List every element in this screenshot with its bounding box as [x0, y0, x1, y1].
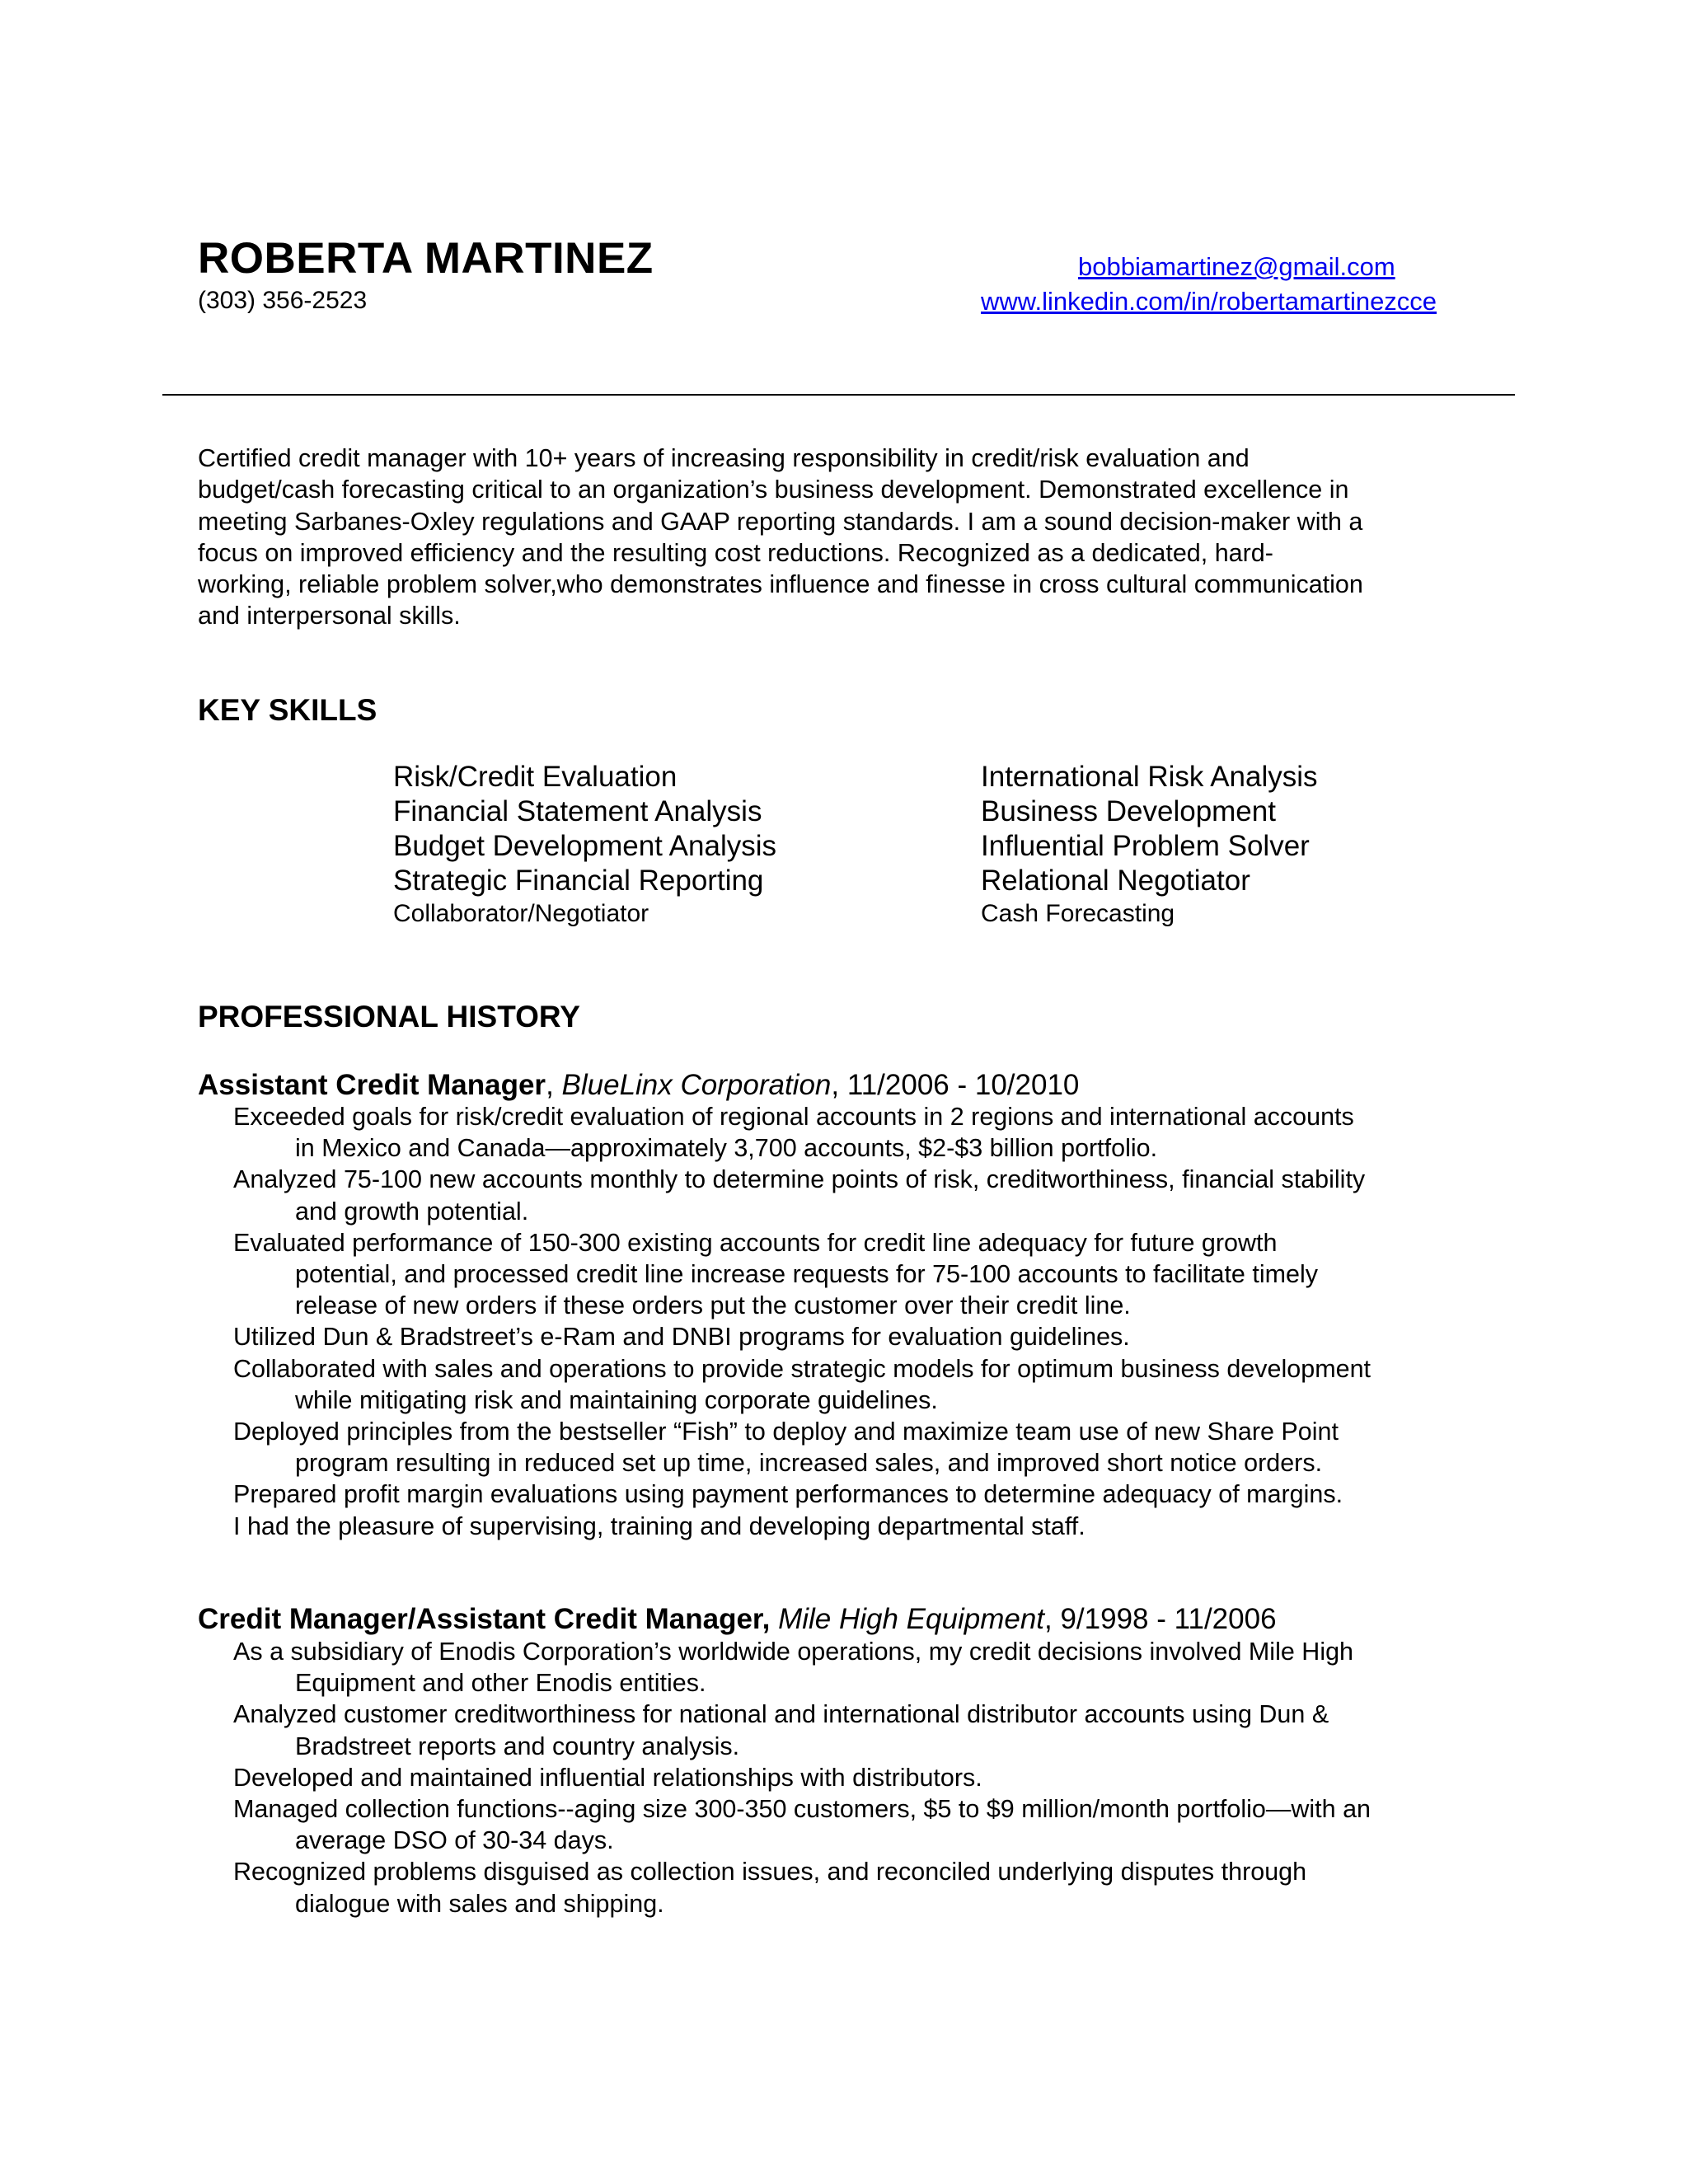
job-bullet [233, 1101, 1536, 1164]
job-bullets [233, 1636, 1536, 1919]
job-dates: , 9/1998 - 11/2006 [1044, 1603, 1277, 1635]
job-role: Assistant Credit Manager [198, 1069, 546, 1101]
skill-item: Relational Negotiator [981, 865, 1250, 897]
bullet-line: release of new orders if these orders put the customer over their credit line. [295, 1291, 1131, 1320]
bullet-line: potential, and processed credit line increase requests for 75-100 accounts to facilitate timely [295, 1260, 1319, 1289]
bullet-line: Analyzed 75-100 new accounts monthly to determine points of risk, creditworthiness, financial stability [233, 1165, 1366, 1194]
job-bullet [233, 1321, 1536, 1352]
bullet-line: Deployed principles from the bestseller “Fish” to deploy and maximize team use of new Share Point [233, 1418, 1339, 1446]
candidate-name: ROBERTA MARTINEZ [198, 234, 654, 283]
skill-item: Influential Problem Solver [981, 830, 1310, 862]
job-title-line [198, 1602, 1277, 1637]
skill-item: Collaborator/Negotiator [393, 900, 649, 927]
professional-summary [198, 443, 1517, 632]
job-bullet [233, 1227, 1536, 1322]
job-bullet [233, 1762, 1536, 1793]
summary-line: working, reliable problem solver,who demonstrates influence and finesse in cross cultural communication [198, 570, 1363, 599]
bullet-line: I had the pleasure of supervising, training and developing departmental staff. [233, 1511, 1085, 1540]
job-role: Credit Manager/Assistant Credit Manager, [198, 1603, 771, 1635]
header-divider [162, 394, 1515, 396]
phone-number: (303) 356-2523 [198, 287, 368, 314]
bullet-line: dialogue with sales and shipping. [295, 1889, 664, 1918]
job-bullet [233, 1636, 1536, 1699]
job-bullet [233, 1164, 1536, 1226]
bullet-line: Exceeded goals for risk/credit evaluation of regional accounts in 2 regions and international accounts [233, 1103, 1354, 1131]
job-bullet [233, 1793, 1536, 1856]
job-separator [770, 1603, 778, 1635]
linkedin-link[interactable]: www.linkedin.com/in/robertamartinezcce [981, 287, 1437, 316]
bullet-line: Equipment and other Enodis entities. [295, 1669, 706, 1698]
key-skills-heading: KEY SKILLS [198, 693, 377, 727]
bullet-line: Analyzed customer creditworthiness for national and international distributor accounts using Dun & [233, 1700, 1329, 1729]
skills-column-right [981, 760, 1318, 929]
skill-item: Risk/Credit Evaluation [393, 761, 678, 793]
skill-item: Cash Forecasting [981, 900, 1175, 927]
bullet-line: Bradstreet reports and country analysis. [295, 1732, 740, 1760]
bullet-line: Recognized problems disguised as collection issues, and reconciled underlying disputes through [233, 1858, 1307, 1886]
summary-line: budget/cash forecasting critical to an organization’s business development. Demonstrated excellence in [198, 476, 1349, 504]
skill-item: International Risk Analysis [981, 761, 1318, 793]
bullet-line: As a subsidiary of Enodis Corporation’s worldwide operations, my credit decisions involved Mile High [233, 1638, 1354, 1666]
bullet-line: program resulting in reduced set up time, increased sales, and improved short notice orders. [295, 1449, 1323, 1478]
skill-item: Budget Development Analysis [393, 830, 776, 862]
summary-line: and interpersonal skills. [198, 602, 461, 630]
job-company: Mile High Equipment [778, 1603, 1045, 1635]
bullet-line: Collaborated with sales and operations to provide strategic models for optimum business development [233, 1354, 1372, 1383]
job-bullet [233, 1856, 1536, 1919]
job-company: BlueLinx Corporation [561, 1069, 832, 1101]
job-bullet [233, 1353, 1536, 1416]
summary-line: Certified credit manager with 10+ years of increasing responsibility in credit/risk evaluation and [198, 444, 1250, 472]
summary-line: meeting Sarbanes-Oxley regulations and GAAP reporting standards. I am a sound decision-maker with a [198, 507, 1363, 536]
summary-line: focus on improved efficiency and the resulting cost reductions. Recognized as a dedicated, hard- [198, 538, 1273, 567]
job-bullet [233, 1479, 1536, 1510]
job-bullet [233, 1511, 1536, 1542]
job-bullet [233, 1416, 1536, 1479]
bullet-line: Prepared profit margin evaluations using payment performances to determine adequacy of margins. [233, 1480, 1343, 1509]
bullet-line: Utilized Dun & Bradstreet’s e-Ram and DNBI programs for evaluation guidelines. [233, 1323, 1130, 1352]
skill-item: Strategic Financial Reporting [393, 865, 764, 897]
professional-history-heading: PROFESSIONAL HISTORY [198, 1000, 580, 1033]
job-bullets [233, 1101, 1536, 1542]
bullet-line: and growth potential. [295, 1197, 529, 1226]
bullet-line: average DSO of 30-34 days. [295, 1826, 614, 1855]
skill-item: Financial Statement Analysis [393, 795, 762, 827]
bullet-line: Developed and maintained influential relationships with distributors. [233, 1763, 982, 1792]
skill-item: Business Development [981, 795, 1276, 827]
bullet-line: while mitigating risk and maintaining corporate guidelines. [295, 1385, 938, 1414]
job-title-line [198, 1068, 1079, 1103]
job-bullet [233, 1699, 1536, 1761]
email-link[interactable]: bobbiamartinez@gmail.com [1078, 252, 1395, 281]
bullet-line: Managed collection functions--aging size 300-350 customers, $5 to $9 million/month portfolio—with an [233, 1795, 1372, 1824]
bullet-line: Evaluated performance of 150-300 existing accounts for credit line adequacy for future growth [233, 1228, 1278, 1257]
bullet-line: in Mexico and Canada—approximately 3,700 accounts, $2-$3 billion portfolio. [295, 1134, 1158, 1163]
job-separator: , [546, 1069, 562, 1101]
job-dates: , 11/2006 - 10/2010 [831, 1069, 1080, 1101]
skills-column-left [393, 760, 776, 929]
